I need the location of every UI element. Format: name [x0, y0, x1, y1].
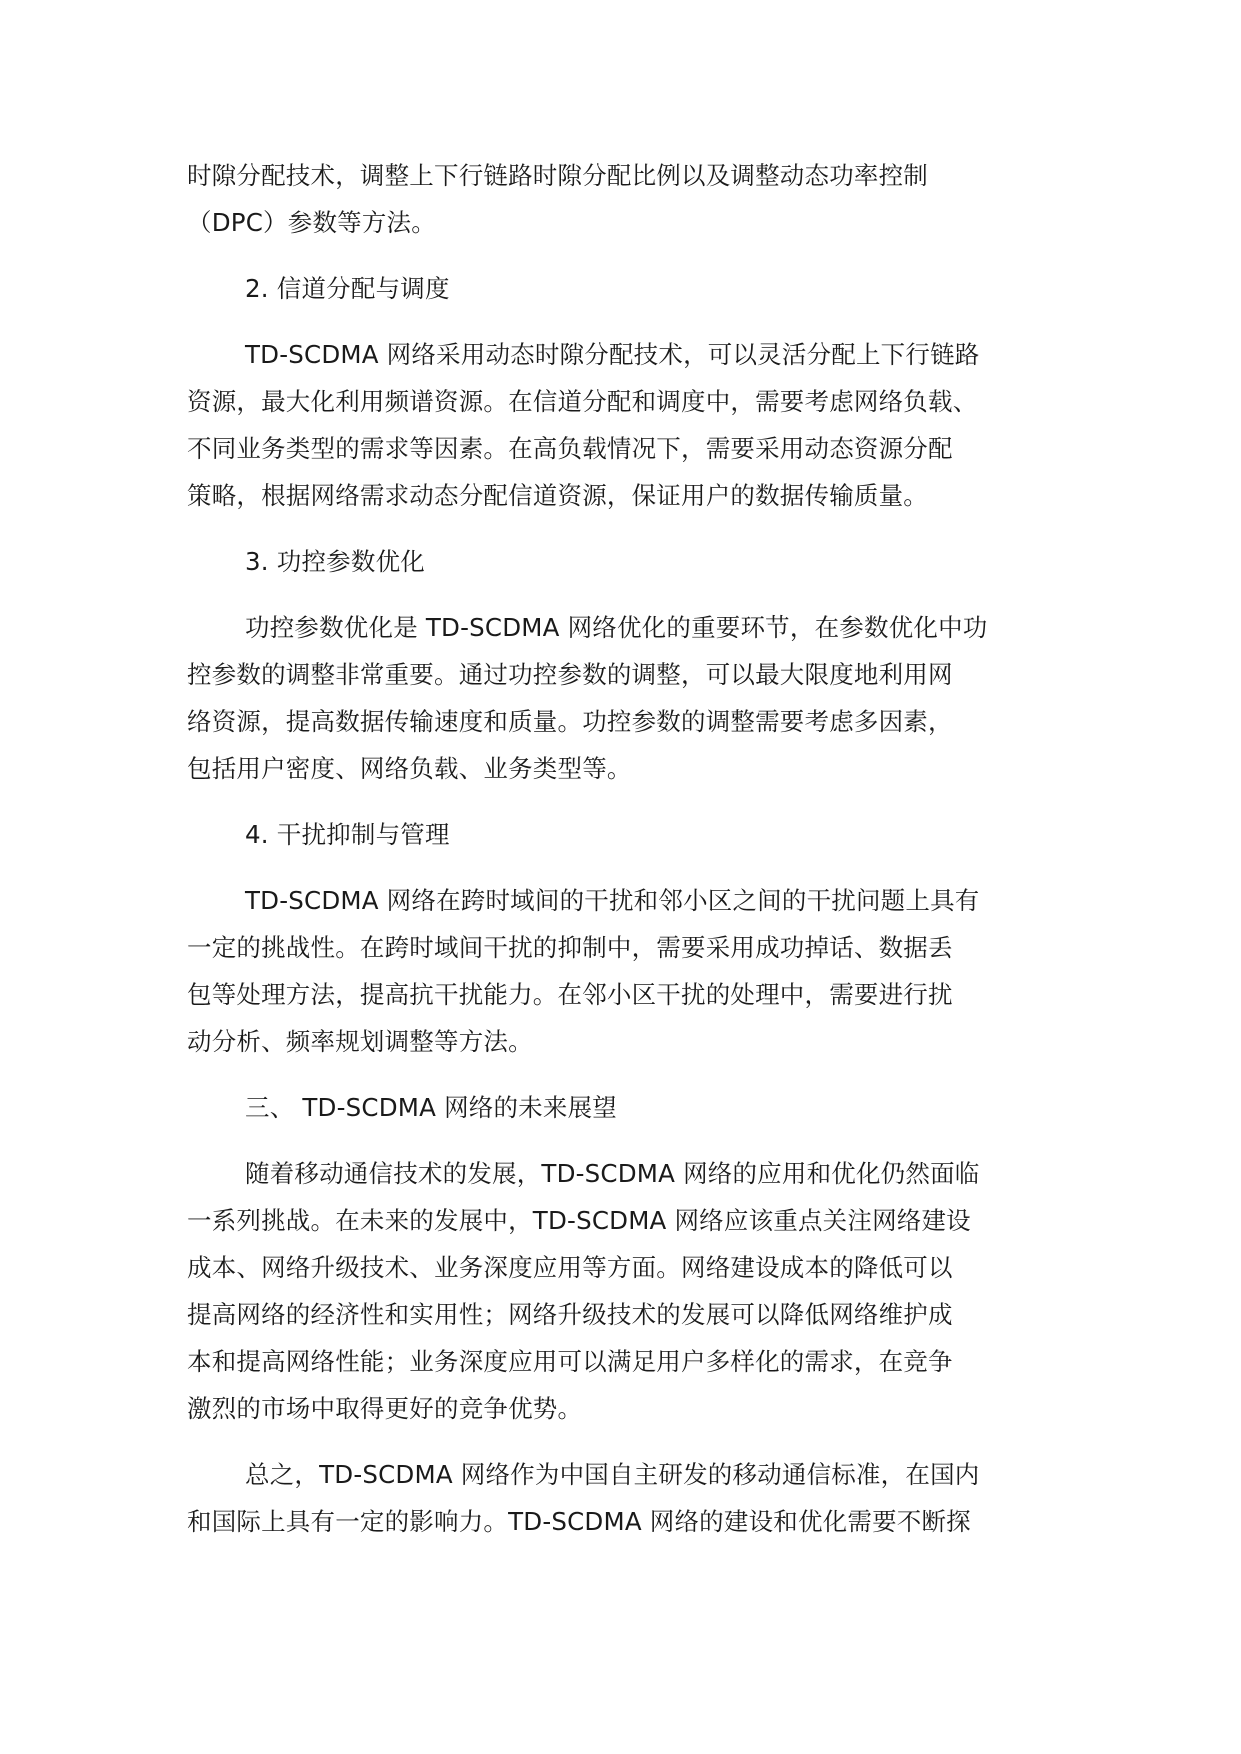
text-line: 一系列挑战。在未来的发展中，TD-SCDMA 网络应该重点关注网络建设: [187, 1206, 971, 1235]
text-line: 激烈的市场中取得更好的竞争优势。: [187, 1394, 583, 1423]
section-heading-channel-allocation: 2. 信道分配与调度: [245, 274, 450, 303]
section-heading-power-control: 3. 功控参数优化: [245, 547, 425, 576]
text-line: 时隙分配技术，调整上下行链路时隙分配比例以及调整动态功率控制: [187, 161, 928, 190]
text-line: 控参数的调整非常重要。通过功控参数的调整，可以最大限度地利用网: [187, 660, 953, 689]
section-heading-future: 三、 TD-SCDMA 网络的未来展望: [245, 1093, 617, 1122]
document-body: [187, 152, 1067, 1545]
text-line: 本和提高网络性能；业务深度应用可以满足用户多样化的需求，在竞争: [187, 1347, 953, 1376]
text-line: 功控参数优化是 TD-SCDMA 网络优化的重要环节，在参数优化中功: [245, 613, 988, 642]
paragraph-power-control: [187, 604, 1067, 792]
text-line: 资源，最大化利用频谱资源。在信道分配和调度中，需要考虑网络负载、: [187, 387, 978, 416]
paragraph-summary: [187, 1451, 1067, 1545]
paragraph-intro-continued: [187, 152, 1067, 246]
text-line: 包括用户密度、网络负载、业务类型等。: [187, 754, 632, 783]
paragraph-channel-allocation: [187, 331, 1067, 519]
text-line: 一定的挑战性。在跨时域间干扰的抑制中，需要采用成功掉话、数据丢: [187, 933, 953, 962]
text-line: 和国际上具有一定的影响力。TD-SCDMA 网络的建设和优化需要不断探: [187, 1507, 971, 1536]
section-heading-interference: 4. 干扰抑制与管理: [245, 820, 450, 849]
text-line: 不同业务类型的需求等因素。在高负载情况下，需要采用动态资源分配: [187, 434, 953, 463]
text-line: 包等处理方法，提高抗干扰能力。在邻小区干扰的处理中，需要进行扰: [187, 980, 953, 1009]
text-line: 随着移动通信技术的发展，TD-SCDMA 网络的应用和优化仍然面临: [245, 1159, 980, 1188]
text-line: TD-SCDMA 网络在跨时域间的干扰和邻小区之间的干扰问题上具有: [245, 886, 980, 915]
text-line: （DPC）参数等方法。: [187, 208, 436, 237]
text-line: TD-SCDMA 网络采用动态时隙分配技术，可以灵活分配上下行链路: [245, 340, 980, 369]
text-line: 提高网络的经济性和实用性；网络升级技术的发展可以降低网络维护成: [187, 1300, 953, 1329]
text-line: 总之，TD-SCDMA 网络作为中国自主研发的移动通信标准，在国内: [245, 1460, 980, 1489]
text-line: 络资源，提高数据传输速度和质量。功控参数的调整需要考虑多因素，: [187, 707, 953, 736]
text-line: 成本、网络升级技术、业务深度应用等方面。网络建设成本的降低可以: [187, 1253, 953, 1282]
paragraph-future: [187, 1150, 1067, 1432]
paragraph-interference: [187, 877, 1067, 1065]
text-line: 策略，根据网络需求动态分配信道资源，保证用户的数据传输质量。: [187, 481, 928, 510]
text-line: 动分析、频率规划调整等方法。: [187, 1027, 533, 1056]
